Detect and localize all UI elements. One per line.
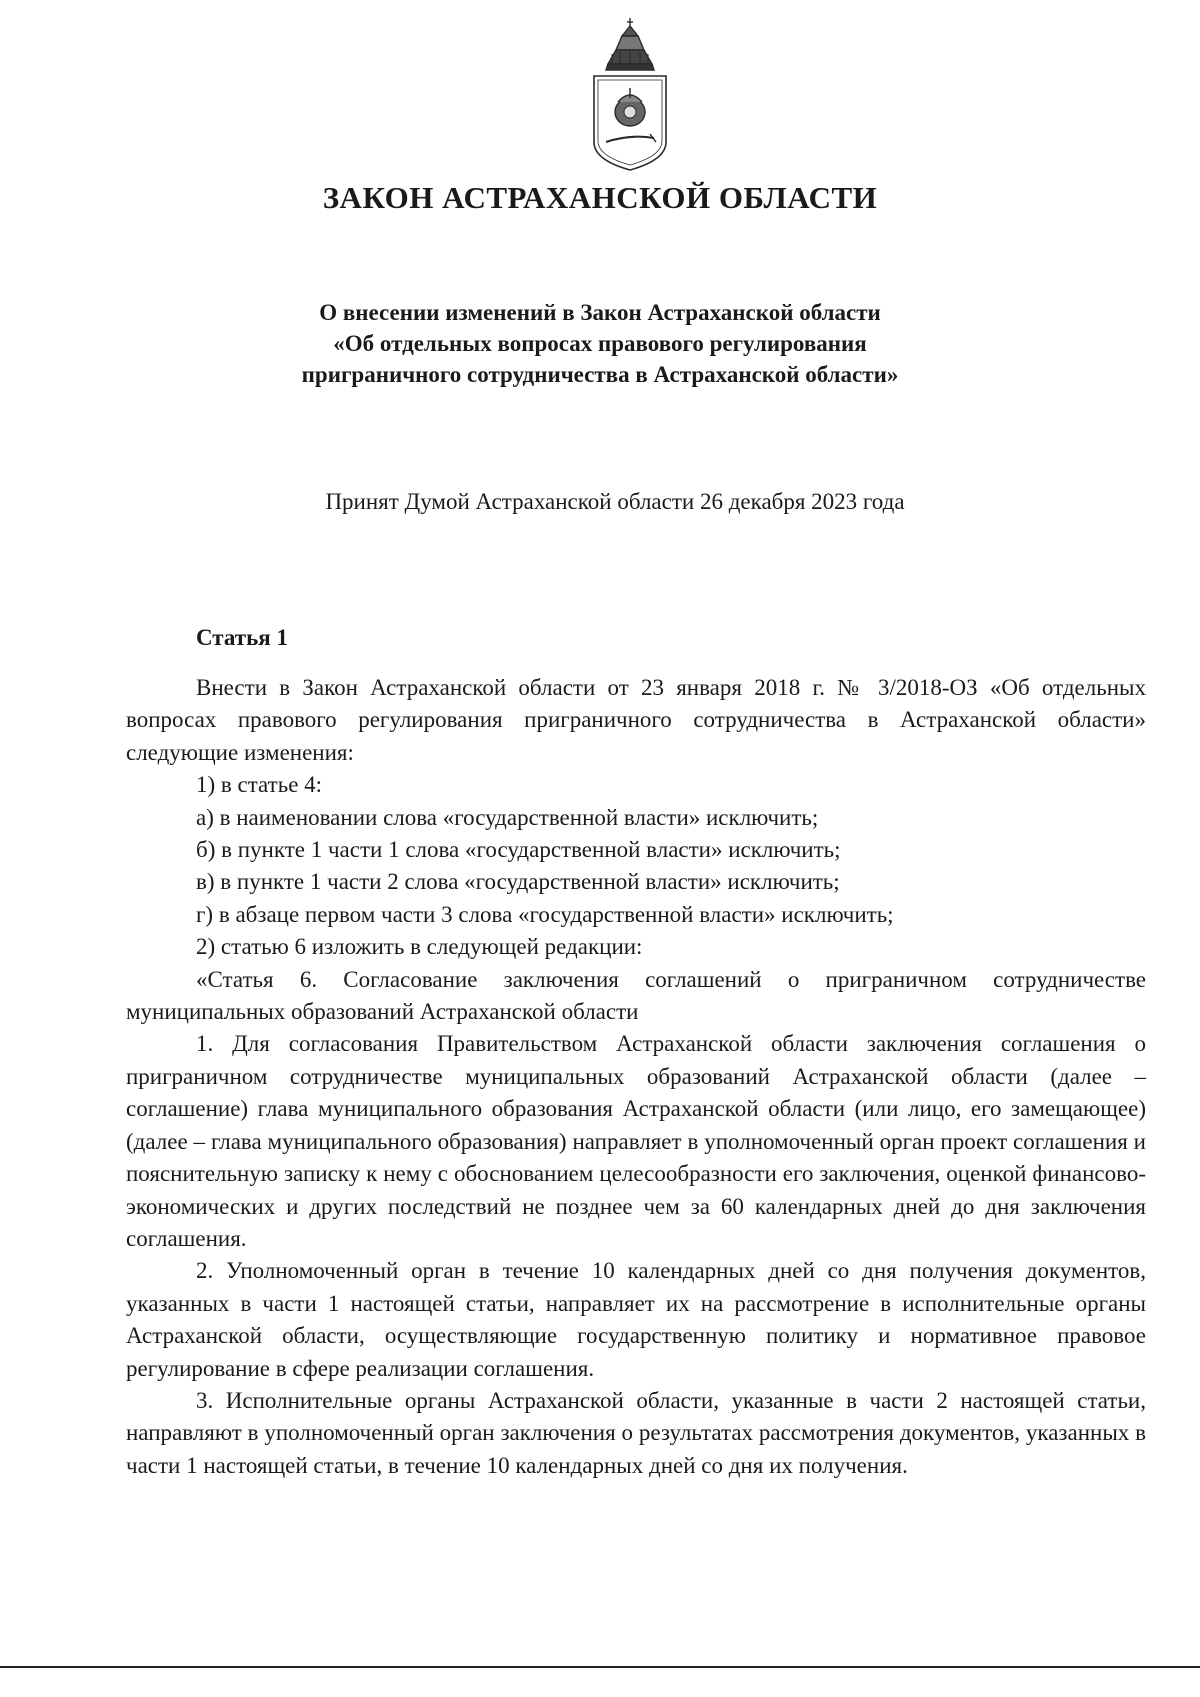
list-item: 2) статью 6 изложить в следующей редакции: [196,934,643,960]
paragraph: 2. Уполномоченный орган в течение 10 календарных дней со дня получения документов, указанных в части 1 настоящей статьи, направляет их на рассмотрение в исполнительные органы Астраханской области, осуществляющие государственную политику и нормативное правовое регулирование в сфере реализации соглашения. [126,1258,1146,1381]
paragraph: 3. Исполнительные органы Астраханской области, указанные в части 2 настоящей статьи, направляют в уполномоченный орган заключения о результатах рассмотрения документов, указанных в части 1 настоящей статьи, в течение 10 календарных дней со дня их получения. [126,1387,1146,1478]
law-subtitle [0,297,1200,390]
subtitle-line: приграничного сотрудничества в Астраханской области» [301,362,899,387]
coat-of-arms-icon [586,14,674,174]
paragraph: 1. Для согласования Правительством Астраханской области заключения соглашения о приграничном сотрудничестве муниципальных образований Астраханской области (далее – соглашение) глава муниципального образования Астраханской области (или лицо, его замещающее) (далее – глава муниципального образования) направляет в уполномоченный орган проект соглашения и пояснительную записку к нему с обоснованием целесообразности его заключения, оценкой финансово-экономических и других последствий не позднее чем за 60 календарных дней до дня заключения соглашения. [126,1031,1146,1251]
page-title: ЗАКОН АСТРАХАНСКОЙ ОБЛАСТИ [322,180,878,215]
subtitle-line: О внесении изменений в Закон Астраханской области [319,300,881,325]
adoption-line: Принят Думой Астраханской области 26 декабря 2023 года [325,489,905,514]
list-item: б) в пункте 1 части 1 слова «государственной власти» исключить; [196,837,841,863]
article-heading: Статья 1 [196,625,288,650]
quoted-article-heading: «Статья 6. Согласование заключения соглашений о приграничном сотрудничестве муниципальных образований Астраханской области [126,966,1146,1025]
paragraph: Внести в Закон Астраханской области от 23 января 2018 г. № 3/2018-ОЗ «Об отдельных вопросах правового регулирования приграничного сотрудничества в Астраханской области» следующие изменения: [126,675,1146,765]
subtitle-line: «Об отдельных вопросах правового регулирования [333,331,867,356]
article-body [126,672,1146,1482]
list-item: г) в абзаце первом части 3 слова «государственной власти» исключить; [196,901,894,927]
page-divider [0,1666,1200,1668]
list-item: 1) в статье 4: [196,772,323,798]
list-item: в) в пункте 1 части 2 слова «государственной власти» исключить; [196,869,840,895]
list-item: а) в наименовании слова «государственной власти» исключить; [196,804,819,830]
